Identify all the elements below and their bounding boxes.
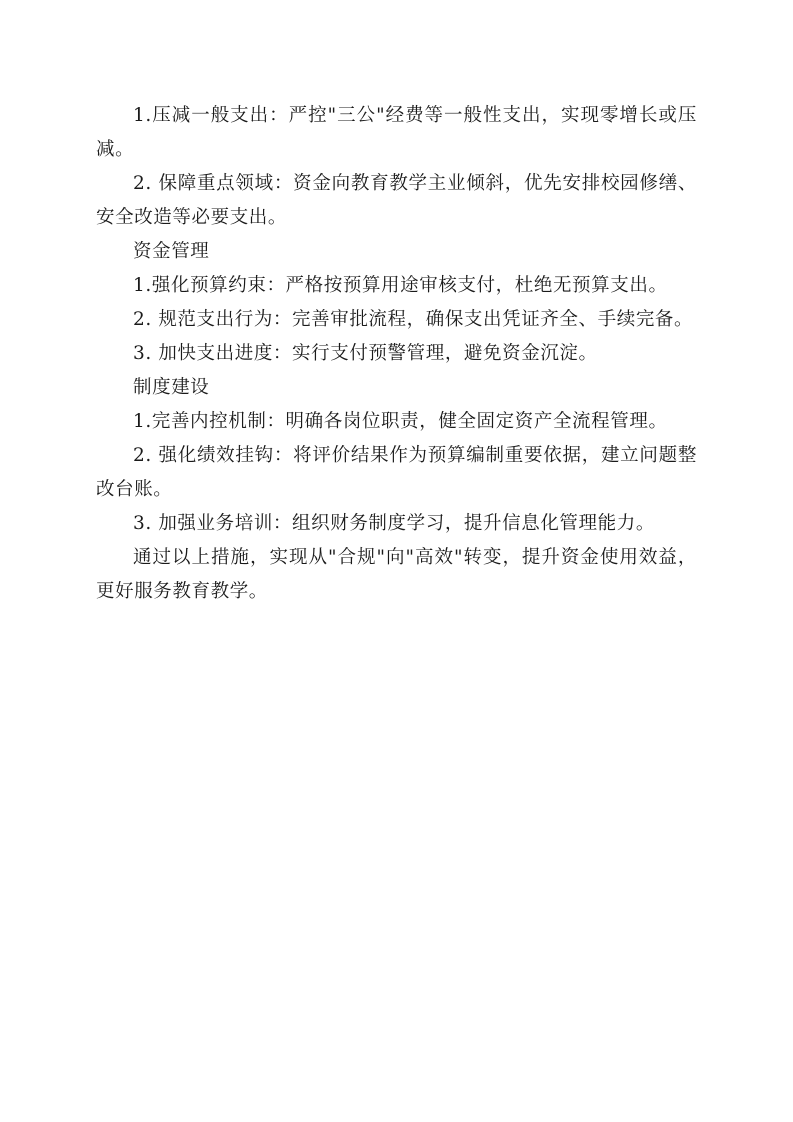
section-heading-fund-management: 资金管理	[133, 241, 210, 262]
paragraph-business-training: 3. 加强业务培训：组织财务制度学习，提升信息化管理能力。	[133, 513, 655, 534]
paragraph-budget-constraint: 1.强化预算约束：严格按预算用途审核支付，杜绝无预算支出。	[133, 275, 668, 296]
paragraph-conclusion: 通过以上措施，实现从"合规"向"高效"转变，提升资金使用效益，更好服务教育教学。	[96, 547, 697, 602]
paragraph-protect-key-areas: 2. 保障重点领域：资金向教育教学主业倾斜，优先安排校园修缮、安全改造等必要支出。	[96, 173, 697, 228]
paragraph-standardize-expenditure: 2. 规范支出行为：完善审批流程，确保支出凭证齐全、手续完备。	[133, 309, 694, 330]
paragraph-performance-linkage: 2. 强化绩效挂钩：将评价结果作为预算编制重要依据，建立问题整改台账。	[96, 445, 697, 500]
paragraph-reduce-general-expenditure: 1.压减一般支出：严控"三公"经费等一般性支出，实现零增长或压减。	[96, 105, 697, 160]
section-heading-system-building: 制度建设	[133, 377, 210, 398]
paragraph-speed-up-expenditure: 3. 加快支出进度：实行支付预警管理，避免资金沉淀。	[133, 343, 598, 364]
paragraph-internal-control: 1.完善内控机制：明确各岗位职责，健全固定资产全流程管理。	[133, 411, 668, 432]
